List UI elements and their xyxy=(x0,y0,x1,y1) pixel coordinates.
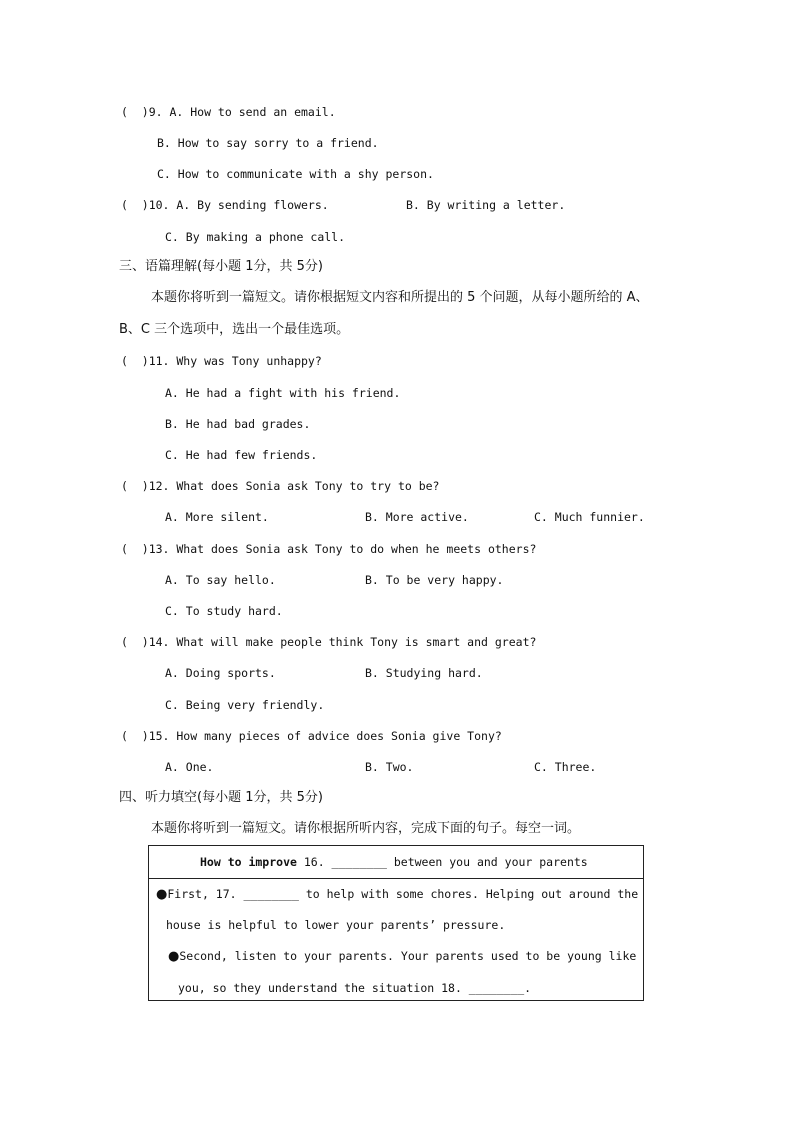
item2-line1 xyxy=(168,948,636,965)
q15-option-c: C. Three. xyxy=(534,760,597,774)
section3-instruction-1: 本题你将听到一篇短文。请你根据短文内容和所提出的 5 个问题，从每小题所给的 A、 xyxy=(151,290,649,305)
q12-option-b: B. More active. xyxy=(365,510,469,524)
q14-stem: ( )14. What will make people think Tony is smart and great? xyxy=(121,635,537,649)
section3-title: 三、语篇理解(每小题 1分，共 5分) xyxy=(119,259,323,274)
q11-option-c: C. He had few friends. xyxy=(165,448,318,462)
q15-stem: ( )15. How many pieces of advice does Sonia give Tony? xyxy=(121,729,502,743)
section4-instruction: 本题你将听到一篇短文。请你根据所听内容，完成下面的句子。每空一词。 xyxy=(151,821,581,836)
q15-option-b: B. Two. xyxy=(365,760,414,774)
q14-option-b: B. Studying hard. xyxy=(365,666,483,680)
item1-line2: house is helpful to lower your parents’ pressure. xyxy=(166,918,506,932)
section3-instruction-2: B、C 三个选项中，选出一个最佳选项。 xyxy=(119,322,350,337)
q9-option-b: B. How to say sorry to a friend. xyxy=(157,136,379,150)
table-heading-bold: How to improve xyxy=(200,855,297,869)
bullet-icon: ● xyxy=(156,887,168,902)
q15-option-a: A. One. xyxy=(165,760,214,774)
q10-stem: ( )10. A. By sending flowers. xyxy=(121,198,329,212)
q11-stem: ( )11. Why was Tony unhappy? xyxy=(121,354,322,368)
q10-option-b: B. By writing a letter. xyxy=(406,198,566,212)
table-divider xyxy=(149,878,643,879)
q9-stem: ( )9. A. How to send an email. xyxy=(121,105,336,119)
item1-line1 xyxy=(156,886,638,903)
q13-option-b: B. To be very happy. xyxy=(365,573,504,587)
fill-in-table xyxy=(148,845,644,1001)
q14-option-a: A. Doing sports. xyxy=(165,666,276,680)
q9-option-c: C. How to communicate with a shy person. xyxy=(157,167,434,181)
section4-title: 四、听力填空(每小题 1分，共 5分) xyxy=(119,790,323,805)
q13-option-c: C. To study hard. xyxy=(165,604,283,618)
q11-option-a: A. He had a fight with his friend. xyxy=(165,386,401,400)
q10-option-c: C. By making a phone call. xyxy=(165,230,346,244)
q13-option-a: A. To say hello. xyxy=(165,573,276,587)
q12-stem: ( )12. What does Sonia ask Tony to try to be? xyxy=(121,479,440,493)
q14-option-c: C. Being very friendly. xyxy=(165,698,325,712)
table-heading-rest: 16. ________ between you and your parents xyxy=(296,855,588,869)
item1-line1-text: First, 17. ________ to help with some chores. Helping out around the xyxy=(167,887,639,901)
q13-stem: ( )13. What does Sonia ask Tony to do when he meets others? xyxy=(121,542,537,556)
q11-option-b: B. He had bad grades. xyxy=(165,417,311,431)
item2-line1-text: Second, listen to your parents. Your parents used to be young like xyxy=(179,949,637,963)
table-heading xyxy=(200,854,588,870)
q12-option-c: C. Much funnier. xyxy=(534,510,645,524)
item2-line2: you, so they understand the situation 18. ________. xyxy=(178,981,532,995)
q12-option-a: A. More silent. xyxy=(165,510,269,524)
bullet-icon: ● xyxy=(168,949,180,964)
